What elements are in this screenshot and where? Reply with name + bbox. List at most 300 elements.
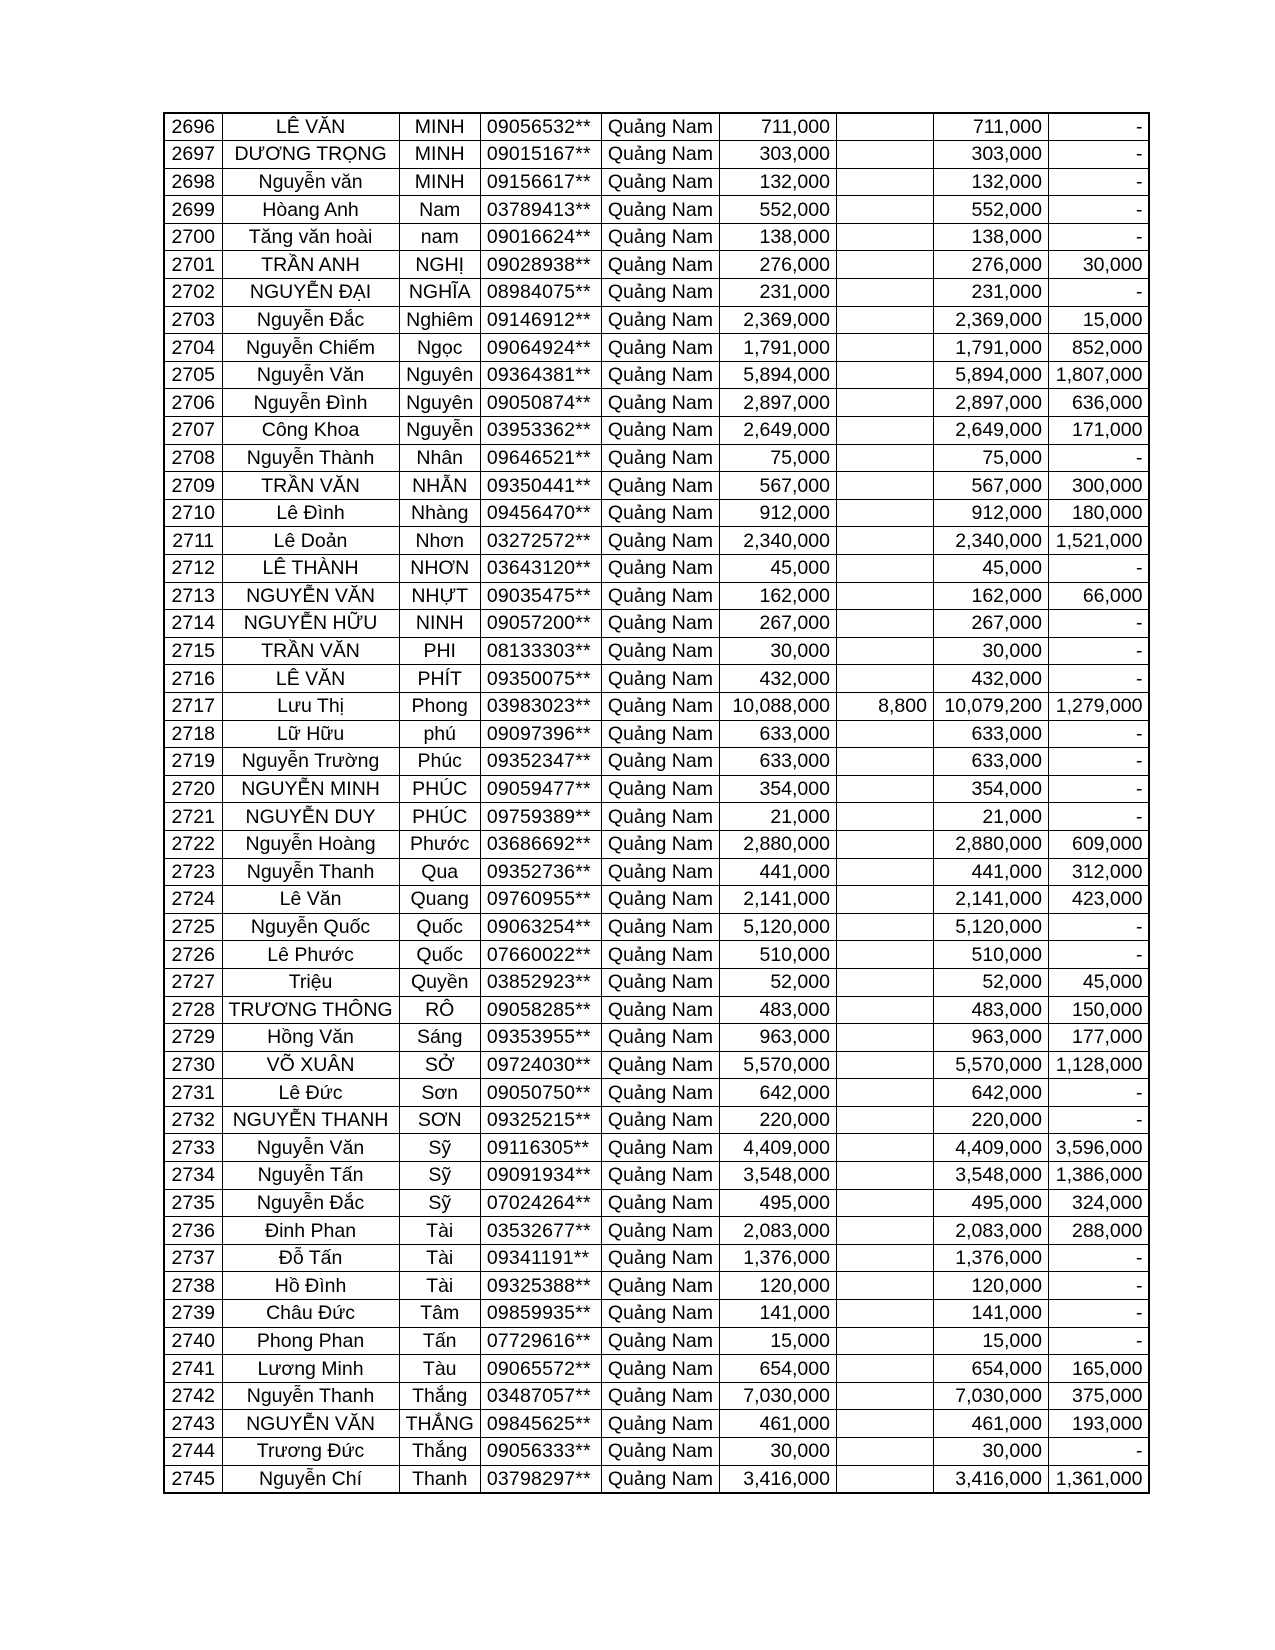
balance-cell: 852,000 (1048, 334, 1149, 362)
surname-cell: LÊ VĂN (222, 113, 399, 141)
surname-cell: Triệu (222, 968, 399, 996)
balance-cell: 171,000 (1048, 417, 1149, 445)
surname-cell: LÊ THÀNH (222, 555, 399, 583)
deduction-cell (836, 113, 933, 141)
row-number: 2717 (164, 692, 222, 720)
total-cell: 162,000 (933, 582, 1048, 610)
balance-cell: - (1048, 1272, 1149, 1300)
deduction-cell (836, 582, 933, 610)
row-number: 2722 (164, 830, 222, 858)
row-number: 2711 (164, 527, 222, 555)
balance-cell: - (1048, 444, 1149, 472)
amount-cell: 52,000 (719, 968, 836, 996)
total-cell: 633,000 (933, 720, 1048, 748)
phone-cell: 03686692** (480, 830, 601, 858)
deduction-cell (836, 1051, 933, 1079)
total-cell: 5,120,000 (933, 913, 1048, 941)
given-name-cell: Thắng (399, 1438, 480, 1466)
total-cell: 30,000 (933, 637, 1048, 665)
phone-cell: 09097396** (480, 720, 601, 748)
surname-cell: Nguyễn Văn (222, 361, 399, 389)
phone-cell: 09646521** (480, 444, 601, 472)
table-row (164, 1217, 1149, 1245)
balance-cell: - (1048, 941, 1149, 969)
total-cell: 2,897,000 (933, 389, 1048, 417)
surname-cell: Nguyễn Thanh (222, 858, 399, 886)
amount-cell: 2,897,000 (719, 389, 836, 417)
deduction-cell (836, 941, 933, 969)
surname-cell: DƯƠNG TRỌNG (222, 141, 399, 169)
province-cell: Quảng Nam (601, 223, 719, 251)
row-number: 2734 (164, 1162, 222, 1190)
table-row (164, 141, 1149, 169)
province-cell: Quảng Nam (601, 1051, 719, 1079)
balance-cell: 1,361,000 (1048, 1465, 1149, 1493)
phone-cell: 03852923** (480, 968, 601, 996)
row-number: 2704 (164, 334, 222, 362)
table-row (164, 279, 1149, 307)
province-cell: Quảng Nam (601, 720, 719, 748)
deduction-cell (836, 1272, 933, 1300)
surname-cell: NGUYỄN HỮU (222, 610, 399, 638)
amount-cell: 963,000 (719, 1024, 836, 1052)
given-name-cell: Sáng (399, 1024, 480, 1052)
amount-cell: 633,000 (719, 720, 836, 748)
province-cell: Quảng Nam (601, 637, 719, 665)
amount-cell: 21,000 (719, 803, 836, 831)
total-cell: 3,548,000 (933, 1162, 1048, 1190)
given-name-cell: Phước (399, 830, 480, 858)
given-name-cell: PHI (399, 637, 480, 665)
row-number: 2720 (164, 775, 222, 803)
phone-cell: 09058285** (480, 996, 601, 1024)
total-cell: 2,880,000 (933, 830, 1048, 858)
given-name-cell: NHẪN (399, 472, 480, 500)
phone-cell: 09325388** (480, 1272, 601, 1300)
deduction-cell (836, 361, 933, 389)
total-cell: 21,000 (933, 803, 1048, 831)
surname-cell: VÕ XUÂN (222, 1051, 399, 1079)
total-cell: 432,000 (933, 665, 1048, 693)
surname-cell: Lưu Thị (222, 692, 399, 720)
row-number: 2725 (164, 913, 222, 941)
surname-cell: NGUYỄN MINH (222, 775, 399, 803)
phone-cell: 09350441** (480, 472, 601, 500)
deduction-cell (836, 1465, 933, 1493)
amount-cell: 30,000 (719, 1438, 836, 1466)
total-cell: 963,000 (933, 1024, 1048, 1052)
table-row (164, 334, 1149, 362)
province-cell: Quảng Nam (601, 527, 719, 555)
amount-cell: 231,000 (719, 279, 836, 307)
given-name-cell: SỞ (399, 1051, 480, 1079)
balance-cell: - (1048, 223, 1149, 251)
table-row (164, 968, 1149, 996)
table-row (164, 527, 1149, 555)
phone-cell: 09035475** (480, 582, 601, 610)
balance-cell: - (1048, 720, 1149, 748)
total-cell: 276,000 (933, 251, 1048, 279)
table-row (164, 196, 1149, 224)
total-cell: 45,000 (933, 555, 1048, 583)
province-cell: Quảng Nam (601, 1162, 719, 1190)
phone-cell: 09456470** (480, 499, 601, 527)
province-cell: Quảng Nam (601, 582, 719, 610)
deduction-cell (836, 196, 933, 224)
province-cell: Quảng Nam (601, 1272, 719, 1300)
province-cell: Quảng Nam (601, 968, 719, 996)
deduction-cell (836, 610, 933, 638)
row-number: 2742 (164, 1382, 222, 1410)
amount-cell: 132,000 (719, 168, 836, 196)
deduction-cell (836, 1134, 933, 1162)
total-cell: 5,894,000 (933, 361, 1048, 389)
row-number: 2745 (164, 1465, 222, 1493)
table-row (164, 1410, 1149, 1438)
balance-cell: - (1048, 1327, 1149, 1355)
row-number: 2744 (164, 1438, 222, 1466)
total-cell: 120,000 (933, 1272, 1048, 1300)
phone-cell: 09016624** (480, 223, 601, 251)
province-cell: Quảng Nam (601, 941, 719, 969)
table-row (164, 444, 1149, 472)
balance-cell: - (1048, 279, 1149, 307)
balance-cell: - (1048, 1244, 1149, 1272)
balance-cell: 30,000 (1048, 251, 1149, 279)
total-cell: 2,369,000 (933, 306, 1048, 334)
surname-cell: Nguyễn Thanh (222, 1382, 399, 1410)
province-cell: Quảng Nam (601, 858, 719, 886)
given-name-cell: Nhàng (399, 499, 480, 527)
given-name-cell: Tàu (399, 1355, 480, 1383)
province-cell: Quảng Nam (601, 803, 719, 831)
given-name-cell: Phong (399, 692, 480, 720)
total-cell: 132,000 (933, 168, 1048, 196)
balance-cell: 312,000 (1048, 858, 1149, 886)
surname-cell: LÊ VĂN (222, 665, 399, 693)
row-number: 2706 (164, 389, 222, 417)
table-row (164, 306, 1149, 334)
row-number: 2713 (164, 582, 222, 610)
deduction-cell (836, 1327, 933, 1355)
surname-cell: Hồ Đình (222, 1272, 399, 1300)
amount-cell: 276,000 (719, 251, 836, 279)
province-cell: Quảng Nam (601, 830, 719, 858)
surname-cell: Lê Phước (222, 941, 399, 969)
surname-cell: Đỗ Tấn (222, 1244, 399, 1272)
deduction-cell (836, 472, 933, 500)
amount-cell: 432,000 (719, 665, 836, 693)
table-row (164, 1272, 1149, 1300)
amount-cell: 441,000 (719, 858, 836, 886)
row-number: 2699 (164, 196, 222, 224)
surname-cell: NGUYỄN VĂN (222, 1410, 399, 1438)
balance-cell: 324,000 (1048, 1189, 1149, 1217)
row-number: 2730 (164, 1051, 222, 1079)
given-name-cell: Sỹ (399, 1162, 480, 1190)
phone-cell: 09352347** (480, 748, 601, 776)
given-name-cell: Nguyễn (399, 417, 480, 445)
table-row (164, 858, 1149, 886)
province-cell: Quảng Nam (601, 334, 719, 362)
amount-cell: 2,649,000 (719, 417, 836, 445)
balance-cell: - (1048, 913, 1149, 941)
row-number: 2731 (164, 1079, 222, 1107)
phone-cell: 09064924** (480, 334, 601, 362)
given-name-cell: RÔ (399, 996, 480, 1024)
row-number: 2696 (164, 113, 222, 141)
given-name-cell: Ngọc (399, 334, 480, 362)
given-name-cell: Tâm (399, 1300, 480, 1328)
row-number: 2723 (164, 858, 222, 886)
deduction-cell (836, 389, 933, 417)
table-row (164, 996, 1149, 1024)
phone-cell: 09353955** (480, 1024, 601, 1052)
deduction-cell (836, 748, 933, 776)
table-body (164, 113, 1149, 1493)
surname-cell: Nguyễn Đình (222, 389, 399, 417)
amount-cell: 30,000 (719, 637, 836, 665)
table-row (164, 1162, 1149, 1190)
table-row (164, 251, 1149, 279)
deduction-cell (836, 803, 933, 831)
total-cell: 354,000 (933, 775, 1048, 803)
phone-cell: 09050750** (480, 1079, 601, 1107)
amount-cell: 138,000 (719, 223, 836, 251)
province-cell: Quảng Nam (601, 472, 719, 500)
balance-cell: - (1048, 665, 1149, 693)
total-cell: 10,079,200 (933, 692, 1048, 720)
balance-cell: - (1048, 1079, 1149, 1107)
balance-cell: 1,128,000 (1048, 1051, 1149, 1079)
phone-cell: 09352736** (480, 858, 601, 886)
given-name-cell: Nguyên (399, 389, 480, 417)
row-number: 2719 (164, 748, 222, 776)
deduction-cell (836, 306, 933, 334)
province-cell: Quảng Nam (601, 1024, 719, 1052)
total-cell: 711,000 (933, 113, 1048, 141)
surname-cell: Nguyễn Đắc (222, 1189, 399, 1217)
province-cell: Quảng Nam (601, 1438, 719, 1466)
given-name-cell: MINH (399, 141, 480, 169)
province-cell: Quảng Nam (601, 665, 719, 693)
balance-cell: 1,807,000 (1048, 361, 1149, 389)
row-number: 2732 (164, 1106, 222, 1134)
balance-cell: - (1048, 141, 1149, 169)
given-name-cell: Phúc (399, 748, 480, 776)
row-number: 2700 (164, 223, 222, 251)
table-row (164, 610, 1149, 638)
surname-cell: Trương Đức (222, 1438, 399, 1466)
given-name-cell: SƠN (399, 1106, 480, 1134)
table-row (164, 1024, 1149, 1052)
balance-cell: - (1048, 775, 1149, 803)
deduction-cell (836, 1410, 933, 1438)
phone-cell: 03798297** (480, 1465, 601, 1493)
surname-cell: Lữ Hữu (222, 720, 399, 748)
row-number: 2714 (164, 610, 222, 638)
province-cell: Quảng Nam (601, 1217, 719, 1245)
province-cell: Quảng Nam (601, 913, 719, 941)
row-number: 2715 (164, 637, 222, 665)
balance-cell: - (1048, 803, 1149, 831)
table-row (164, 113, 1149, 141)
phone-cell: 03789413** (480, 196, 601, 224)
table-row (164, 417, 1149, 445)
surname-cell: TRẦN ANH (222, 251, 399, 279)
surname-cell: TRẦN VĂN (222, 472, 399, 500)
phone-cell: 09724030** (480, 1051, 601, 1079)
balance-cell: 177,000 (1048, 1024, 1149, 1052)
table-row (164, 886, 1149, 914)
balance-cell: 300,000 (1048, 472, 1149, 500)
phone-cell: 09116305** (480, 1134, 601, 1162)
province-cell: Quảng Nam (601, 113, 719, 141)
row-number: 2736 (164, 1217, 222, 1245)
amount-cell: 75,000 (719, 444, 836, 472)
balance-cell: 193,000 (1048, 1410, 1149, 1438)
surname-cell: NGUYỄN ĐẠI (222, 279, 399, 307)
total-cell: 483,000 (933, 996, 1048, 1024)
row-number: 2729 (164, 1024, 222, 1052)
amount-cell: 2,141,000 (719, 886, 836, 914)
row-number: 2739 (164, 1300, 222, 1328)
deduction-cell (836, 223, 933, 251)
amount-cell: 510,000 (719, 941, 836, 969)
row-number: 2698 (164, 168, 222, 196)
amount-cell: 120,000 (719, 1272, 836, 1300)
surname-cell: Lương Minh (222, 1355, 399, 1383)
province-cell: Quảng Nam (601, 1355, 719, 1383)
deduction-cell (836, 775, 933, 803)
table-row (164, 582, 1149, 610)
surname-cell: Nguyễn Chí (222, 1465, 399, 1493)
deduction-cell (836, 1162, 933, 1190)
table-row (164, 1327, 1149, 1355)
balance-cell: - (1048, 168, 1149, 196)
given-name-cell: Thanh (399, 1465, 480, 1493)
surname-cell: Nguyễn Chiếm (222, 334, 399, 362)
given-name-cell: Quốc (399, 941, 480, 969)
amount-cell: 267,000 (719, 610, 836, 638)
balance-cell: 636,000 (1048, 389, 1149, 417)
deduction-cell (836, 913, 933, 941)
phone-cell: 09028938** (480, 251, 601, 279)
surname-cell: Nguyễn Quốc (222, 913, 399, 941)
deduction-cell (836, 830, 933, 858)
phone-cell: 09063254** (480, 913, 601, 941)
total-cell: 7,030,000 (933, 1382, 1048, 1410)
deduction-cell (836, 1382, 933, 1410)
phone-cell: 08984075** (480, 279, 601, 307)
amount-cell: 5,894,000 (719, 361, 836, 389)
row-number: 2697 (164, 141, 222, 169)
province-cell: Quảng Nam (601, 1244, 719, 1272)
phone-cell: 03487057** (480, 1382, 601, 1410)
phone-cell: 03532677** (480, 1217, 601, 1245)
deduction-cell (836, 1217, 933, 1245)
row-number: 2728 (164, 996, 222, 1024)
amount-cell: 495,000 (719, 1189, 836, 1217)
row-number: 2721 (164, 803, 222, 831)
balance-cell: 180,000 (1048, 499, 1149, 527)
amount-cell: 2,083,000 (719, 1217, 836, 1245)
row-number: 2702 (164, 279, 222, 307)
table-row (164, 775, 1149, 803)
row-number: 2709 (164, 472, 222, 500)
province-cell: Quảng Nam (601, 141, 719, 169)
row-number: 2716 (164, 665, 222, 693)
province-cell: Quảng Nam (601, 1106, 719, 1134)
total-cell: 220,000 (933, 1106, 1048, 1134)
deduction-cell (836, 1355, 933, 1383)
amount-cell: 912,000 (719, 499, 836, 527)
balance-cell: 66,000 (1048, 582, 1149, 610)
total-cell: 441,000 (933, 858, 1048, 886)
given-name-cell: phú (399, 720, 480, 748)
given-name-cell: PHÍT (399, 665, 480, 693)
table-row (164, 499, 1149, 527)
surname-cell: Nguyễn Thành (222, 444, 399, 472)
deduction-cell (836, 444, 933, 472)
table-row (164, 913, 1149, 941)
phone-cell: 09050874** (480, 389, 601, 417)
surname-cell: Lê Đức (222, 1079, 399, 1107)
row-number: 2724 (164, 886, 222, 914)
table-row (164, 1355, 1149, 1383)
surname-cell: Hồng Văn (222, 1024, 399, 1052)
table-row (164, 941, 1149, 969)
given-name-cell: NGHĨA (399, 279, 480, 307)
phone-cell: 09350075** (480, 665, 601, 693)
surname-cell: Châu Đức (222, 1300, 399, 1328)
surname-cell: Nguyễn văn (222, 168, 399, 196)
given-name-cell: Sỹ (399, 1134, 480, 1162)
table-row (164, 1300, 1149, 1328)
surname-cell: Đinh Phan (222, 1217, 399, 1245)
amount-cell: 2,369,000 (719, 306, 836, 334)
total-cell: 552,000 (933, 196, 1048, 224)
table-row (164, 1106, 1149, 1134)
total-cell: 2,083,000 (933, 1217, 1048, 1245)
deduction-cell (836, 720, 933, 748)
total-cell: 1,791,000 (933, 334, 1048, 362)
total-cell: 2,649,000 (933, 417, 1048, 445)
phone-cell: 03983023** (480, 692, 601, 720)
given-name-cell: Nhơn (399, 527, 480, 555)
amount-cell: 15,000 (719, 1327, 836, 1355)
amount-cell: 45,000 (719, 555, 836, 583)
amount-cell: 354,000 (719, 775, 836, 803)
province-cell: Quảng Nam (601, 692, 719, 720)
given-name-cell: NHƠN (399, 555, 480, 583)
amount-cell: 1,376,000 (719, 1244, 836, 1272)
table-row (164, 1134, 1149, 1162)
province-cell: Quảng Nam (601, 361, 719, 389)
amount-cell: 10,088,000 (719, 692, 836, 720)
given-name-cell: Qua (399, 858, 480, 886)
province-cell: Quảng Nam (601, 1300, 719, 1328)
amount-cell: 220,000 (719, 1106, 836, 1134)
total-cell: 3,416,000 (933, 1465, 1048, 1493)
balance-cell: 3,596,000 (1048, 1134, 1149, 1162)
given-name-cell: NINH (399, 610, 480, 638)
province-cell: Quảng Nam (601, 196, 719, 224)
row-number: 2710 (164, 499, 222, 527)
phone-cell: 09325215** (480, 1106, 601, 1134)
amount-cell: 4,409,000 (719, 1134, 836, 1162)
given-name-cell: Tấn (399, 1327, 480, 1355)
